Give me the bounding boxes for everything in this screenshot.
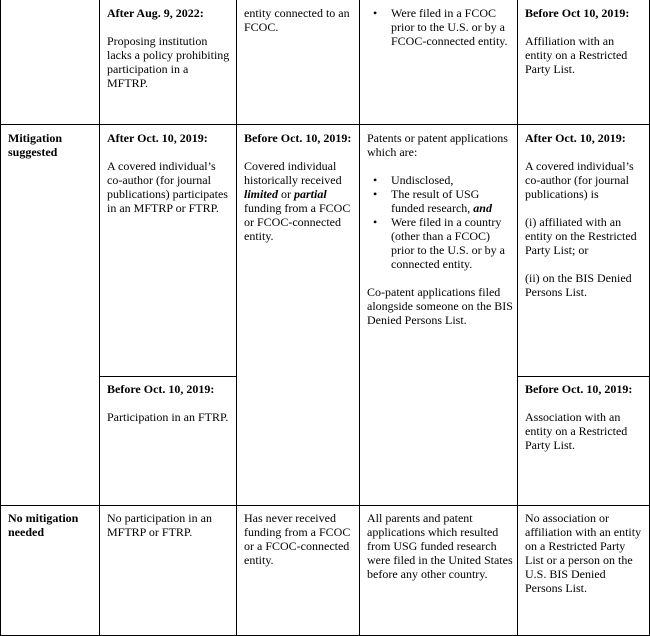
cell-top-col5 <box>525 6 643 76</box>
cell-top-col3 <box>244 6 356 34</box>
cell-text: entity connected to an FCOC. <box>244 6 350 34</box>
cell-heading: Before Oct 10, 2019: <box>525 6 630 20</box>
col-divider <box>359 0 360 635</box>
row-divider <box>0 505 649 506</box>
list-item: • Were filed in a FCOC prior to the U.S. or by a FCOC-connected entity. <box>367 6 513 48</box>
cell-text: Co-patent applications filed alongside someone on the BIS Denied Persons List. <box>367 285 513 327</box>
cell-none-col2 <box>107 511 232 539</box>
cell-heading: Before Oct. 10, 2019: <box>244 131 352 145</box>
col-divider <box>236 0 237 635</box>
cell-text: Covered individual historically received limited or partial funding from a FCOC or FCOC-connected entity. <box>244 159 351 243</box>
cell-mitigation-col2a <box>107 131 232 215</box>
cell-top-col4 <box>367 6 513 48</box>
cell-none-col3 <box>244 511 356 567</box>
cell-heading: Before Oct. 10, 2019: <box>107 382 215 396</box>
cell-heading: After Oct. 10, 2019: <box>525 131 626 145</box>
cell-mitigation-col5b <box>525 382 643 452</box>
list-item: • Undisclosed, <box>367 173 513 187</box>
cell-none-col5 <box>525 511 643 595</box>
cell-text: All parents and patent applications which resulted from USG funded research were filed in the United States before any other country. <box>367 511 513 581</box>
cell-text: Proposing institution lacks a policy prohibiting participation in a MFTRP. <box>107 34 230 90</box>
cell-text: No participation in an MFTRP or FTRP. <box>107 511 212 539</box>
cell-top-col2 <box>107 6 232 90</box>
cell-heading: After Oct. 10, 2019: <box>107 131 208 145</box>
row-divider <box>99 376 236 377</box>
col-divider <box>0 0 1 635</box>
cell-heading: After Aug. 9, 2022: <box>107 6 204 20</box>
cell-text: Has never received funding from a FCOC or a FCOC-connected entity. <box>244 511 351 567</box>
col-divider <box>517 0 518 635</box>
cell-text: Participation in an FTRP. <box>107 410 229 424</box>
row-divider <box>517 376 649 377</box>
cell-text: Association with an entity on a Restricted Party List. <box>525 410 628 452</box>
row-divider <box>0 124 649 125</box>
row-label-no-mitigation: No mitigation needed <box>8 511 79 539</box>
cell-mitigation-col3 <box>244 131 356 243</box>
list-item: • The result of USG funded research, and <box>367 187 513 215</box>
col-divider <box>99 0 100 635</box>
cell-none-col4 <box>367 511 513 581</box>
cell-text: A covered individual’s co-author (for journal publications) is <box>525 159 634 201</box>
list-item: • Were filed in a country (other than a FCOC) prior to the U.S. or by a connected entity. <box>367 215 513 271</box>
cell-mitigation-col4 <box>367 131 513 327</box>
cell-text: (ii) on the BIS Denied Persons List. <box>525 271 632 299</box>
cell-text: A covered individual’s co-author (for journal publications) participates in an MFTRP or FTRP. <box>107 159 228 215</box>
cell-text: Affiliation with an entity on a Restricted Party List. <box>525 34 628 76</box>
cell-text: No association or affiliation with an entity on a Restricted Party List or a person on the U.S. BIS Denied Persons List. <box>525 511 642 595</box>
cell-mitigation-col5a <box>525 131 643 299</box>
cell-text: (i) affiliated with an entity on the Restricted Party List; or <box>525 215 637 257</box>
row-label-mitigation: Mitigation suggested <box>8 131 62 159</box>
cell-text: Patents or patent applications which are: <box>367 131 508 159</box>
cell-heading: Before Oct. 10, 2019: <box>525 382 633 396</box>
cell-mitigation-col2b <box>107 382 232 424</box>
